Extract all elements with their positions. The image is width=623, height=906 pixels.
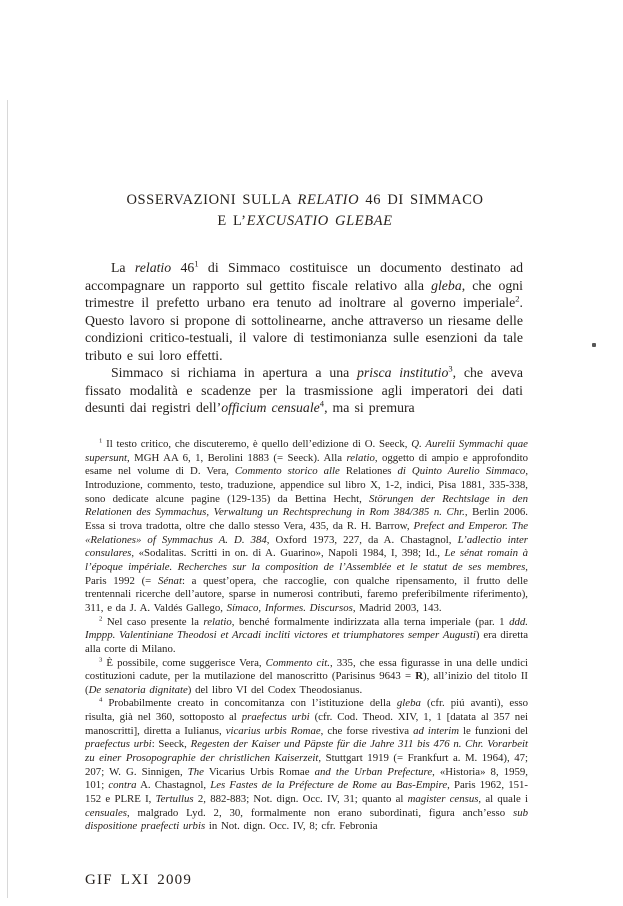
footnote-1: $^1$ Il testo critico, che discuteremo, è quello dell’edizione di O. Seeck, Q. Aurelii Symmachi quae supersunt, MGH AA 6, 1, Berolini 1883 (= Seeck). Alla relatio, oggetto di ampio e approfondito esame nel volume di D. Vera, Commento storico alle Relationes di Quinto Aurelio Simmaco, Introduzione, commento, testo, traduzione, appendice sul libro X, 1-2, indici, Pisa 1881, 335-338, sono dedicate alcune pagine (129-135) da Bettina Hecht, Störungen der Rechtslage in den Relationen des Symmachus, Verwaltung un Rechtsprechung in Rom 384/385 n. Chr., Berlin 2006. Essa si trova tradotta, oltre che dallo stesso Vera, 435, da R. H. Barrow, Prefect and Emperor. The «Relationes» of Symmachus A. D. 384, Oxford 1973, 227, da A. Chastagnol, L’adlectio inter consulares, «Sodalitas. Scritti in on. di A. Guarino», Napoli 1984, I, 398; Id., Le sénat romain à l’époque impériale. Recherches sur la composition de l’Assemblée et le statut de ses membres, Paris 1992 (= Sénat: a quest’opera, che raccoglie, con qualche ripensamento, il frutto delle trentennali ricerche dell’autore, sparse in numerosi contributi, faremo preferibilmente riferimento), 311, e da J. A. Valdés Gallego, Símaco, Informes. Discursos, Madrid 2003, 143. — [85, 437, 529, 614]
footnote-3: $^3$ È possibile, come suggerisce Vera, Commento cit., 335, che essa figurasse in una delle undici costituzioni cadute, per la mutilazione del manoscritto (Parisinus 9643 = R), all’inizio del titolo II (De senatoria dignitate) del libro VI del Codex Theodosianus. — [85, 655, 529, 696]
footnotes-section — [85, 438, 528, 834]
footnote-4: $^4$ Probabilmente creato in concomitanza con l’istituzione della gleba (cfr. piú avanti), esso risulta, già nel 360, sottoposto al praefectus urbi (cfr. Cod. Theod. XIV, 1, 1 [datata al 357 nei manoscritti], diretta a Iulianus, vicarius urbis Romae, che forse rivestiva ad interim le funzioni del praefectus urbi: Seeck, Regesten der Kaiser und Päpste für die Jahre 311 bis 476 n. Chr. Vorarbeit zu einer Prosopographie der christlichen Kaiserzeit, Stuttgart 1919 (= Frankfurt a. M. 1964), 47; 207; W. G. Sinnigen, The Vicarius Urbis Romae and the Urban Prefecture, «Historia» 8, 1959, 101; contra A. Chastagnol, Les Fastes de la Préfecture de Rome au Bas-Empire, Paris 1962, 151-152 e PLRE I, Tertullus 2, 882-883; Not. dign. Occ. IV, 31; quanto al magister census, al quale i censuales, malgrado Lyd. 2, 30, formalmente non erano subordinati, figura anch’esso sub dispositione praefecti urbis in Not. dign. Occ. IV, 8; cfr. Febronia — [85, 696, 529, 833]
body-paragraph-1: La relatio $46^1$ di Simmaco costituisce un documento destinato ad accompagnare un rapporto sul gettito fiscale relativo alla gleba, che ogni trimestre il prefetto urbano era tenuto ad inoltrare al governo imperiale$^2$. Questo lavoro si propone di sottolinearne, anche attraverso un riesame delle condizioni critico-testuali, il valore di testimonianza sulle esenzioni da tale tributo e sui loro effetti. — [85, 258, 523, 363]
body-paragraph-2: Simmaco si richiama in apertura a una prisca institutio$^3$, che aveva fissato modalità e scadenze per la trasmissione agli imperatori dei dati desunti dai registri dell’officium censuale$^4$, ma si premura — [85, 363, 523, 415]
article-title-line2: E L’EXCUSATIO GLEBAE — [217, 213, 393, 229]
article-title — [85, 190, 525, 232]
footnote-2: $^2$ Nel caso presente la relatio, benché formalmente indirizzata alla terna imperiale (par. 1 ddd. Imppp. Valentiniane Theodosi et Arcadi incliti victores et triumphatores semper Augusti) era diretta alla corte di Milano. — [85, 614, 528, 655]
article-title-line1: OSSERVAZIONI SULLA RELATIO 46 DI SIMMACO — [126, 192, 484, 208]
scan-edge-line — [7, 100, 8, 898]
scan-speck — [592, 343, 596, 347]
article-body — [85, 259, 523, 417]
journal-footer: GIF LXI 2009 — [85, 872, 193, 888]
